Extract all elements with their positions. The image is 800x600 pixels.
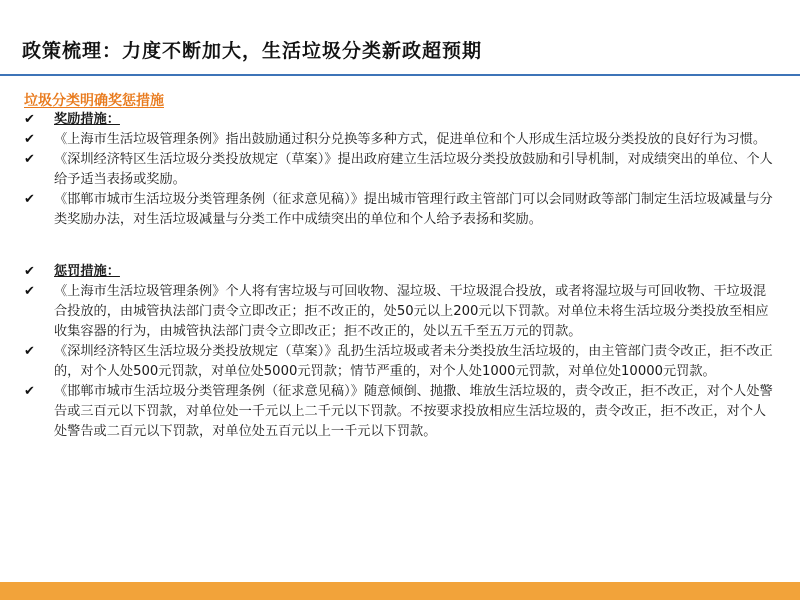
section-heading: 垃圾分类明确奖惩措施 — [24, 93, 164, 109]
list-item — [0, 282, 800, 342]
check-icon: ✔ — [24, 192, 35, 207]
list-item-text: 《邯郸市城市生活垃圾分类管理条例（征求意见稿）》提出城市管理行政主管部门可以会同财政等部门制定生活垃圾减量与分类奖励办法，对生活垃圾减量与分类工作中成绩突出的单位和个人给予表扬和奖励。 — [54, 192, 773, 227]
title-divider — [0, 74, 800, 76]
page-title: 政策梳理：力度不断加大，生活垃圾分类新政超预期 — [22, 40, 483, 62]
list-item-text: 《上海市生活垃圾管理条例》指出鼓励通过积分兑换等多种方式，促进单位和个人形成生活垃圾分类投放的良好行为习惯。 — [54, 132, 767, 147]
list-item — [0, 150, 800, 190]
content-body — [0, 110, 800, 442]
footer-bar — [0, 582, 800, 600]
check-icon: ✔ — [24, 344, 35, 359]
check-icon: ✔ — [24, 112, 35, 127]
check-icon: ✔ — [24, 132, 35, 147]
list-item — [0, 130, 800, 150]
list-item — [0, 190, 800, 230]
rewards-heading — [0, 110, 800, 130]
list-item-text: 《深圳经济特区生活垃圾分类投放规定（草案）》提出政府建立生活垃圾分类投放鼓励和引导机制，对成绩突出的单位、个人给予适当表扬或奖励。 — [54, 152, 773, 187]
list-item-text: 《深圳经济特区生活垃圾分类投放规定（草案）》乱扔生活垃圾或者未分类投放生活垃圾的，由主管部门责令改正，拒不改正的，对个人处500元罚款，对单位处5000元罚款；情节严重的，对个人处1000元罚款，对单位处10000元罚款。 — [54, 344, 773, 379]
check-icon: ✔ — [24, 264, 35, 279]
penalties-heading-label: 惩罚措施： — [54, 264, 120, 279]
list-item — [0, 382, 800, 442]
penalties-heading — [0, 262, 800, 282]
list-item-text: 《上海市生活垃圾管理条例》个人将有害垃圾与可回收物、湿垃圾、干垃圾混合投放，或者将湿垃圾与可回收物、干垃圾混合投放的，由城管执法部门责令立即改正；拒不改正的，处50元以上200元以下罚款。对单位未将生活垃圾分类投放至相应收集容器的行为，由城管执法部门责令立即改正；拒不改正的，处以五千至五万元的罚款。 — [54, 284, 769, 339]
check-icon: ✔ — [24, 384, 35, 399]
section-spacer — [0, 230, 800, 262]
check-icon: ✔ — [24, 152, 35, 167]
check-icon: ✔ — [24, 284, 35, 299]
list-item — [0, 342, 800, 382]
list-item-text: 《邯郸市城市生活垃圾分类管理条例（征求意见稿）》随意倾倒、抛撒、堆放生活垃圾的，责令改正，拒不改正，对个人处警告或三百元以下罚款，对单位处一千元以上二千元以下罚款。不按要求投放相应生活垃圾的，责令改正，拒不改正，对个人处警告或二百元以下罚款，对单位处五百元以上一千元以下罚款。 — [54, 384, 773, 439]
rewards-heading-label: 奖励措施： — [54, 112, 120, 127]
